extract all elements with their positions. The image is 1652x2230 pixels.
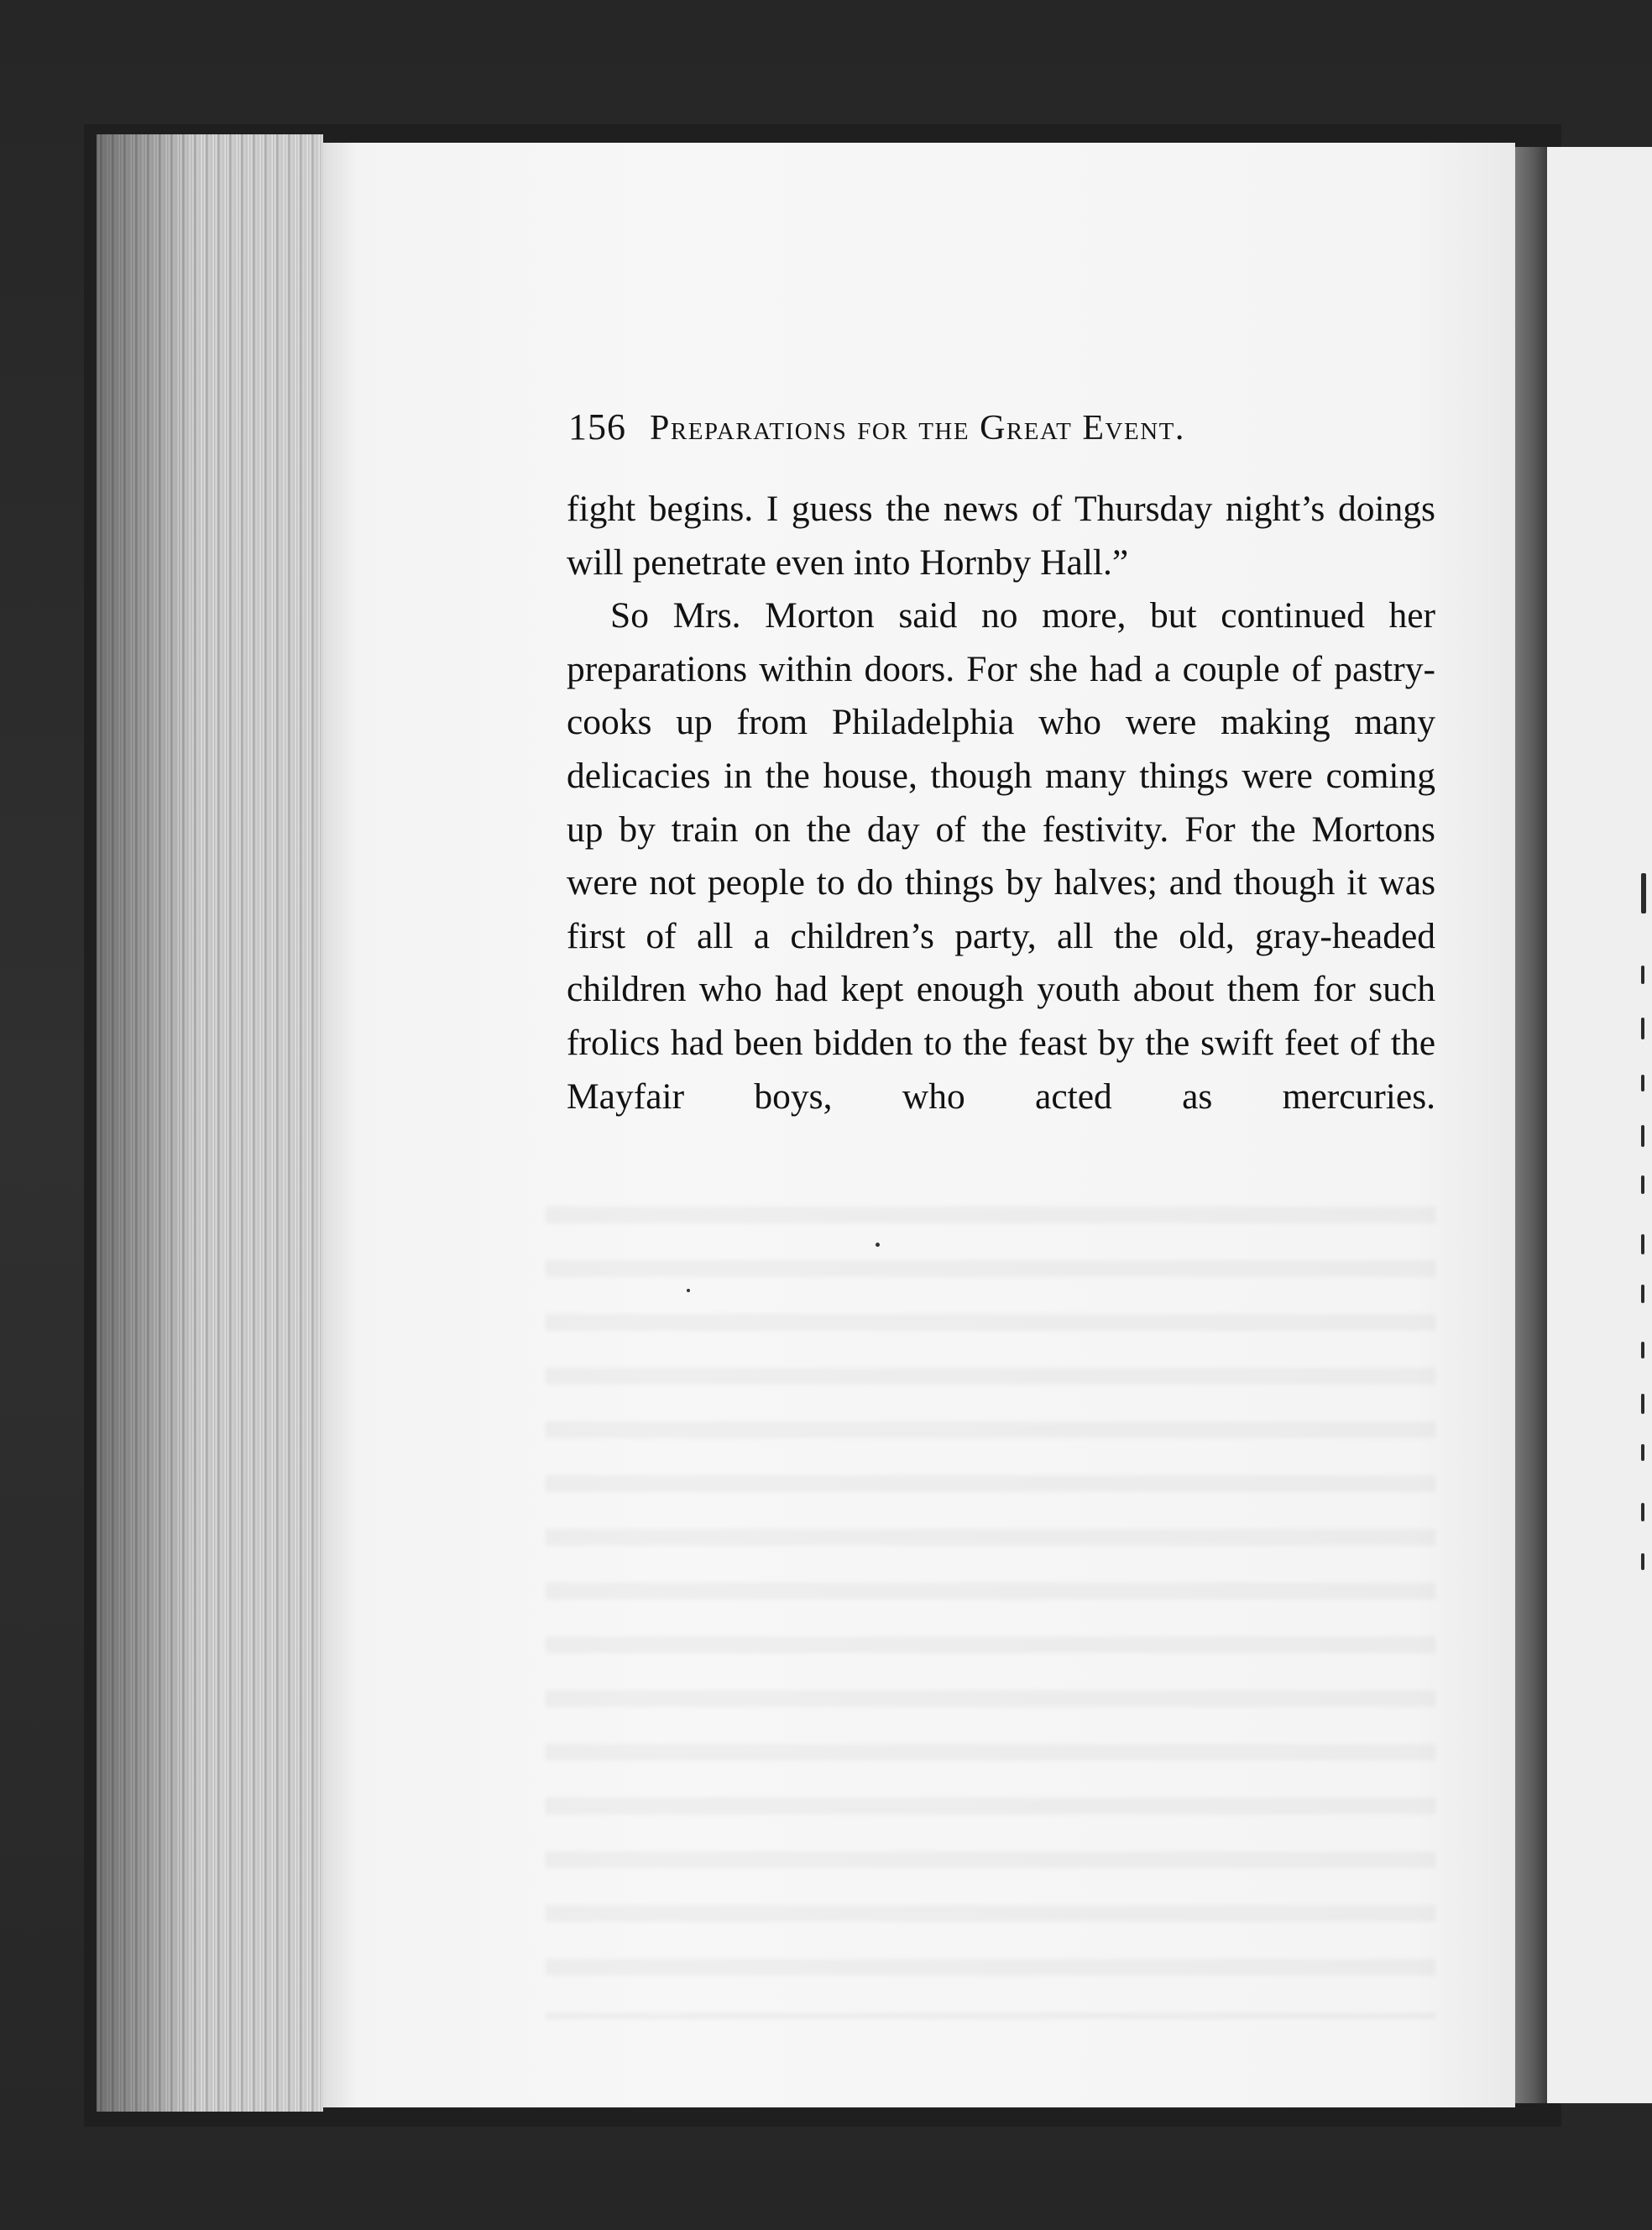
page-number: 156 xyxy=(568,406,626,448)
body-text xyxy=(567,483,1435,1123)
dust-speck xyxy=(876,1243,880,1247)
paragraph: So Mrs. Morton said no more, but continued her preparations within doors. For she had a couple of pastry-cooks up from Philadelphia who were making many delicacies in the house, though many things were coming up by train on the day of the festivity. For the Mortons were not people to do things by halves; and though it was first of all a children’s party, all the old, gray-headed children who had kept enough youth about them for such frolics had been bidden to the feast by the swift feet of the Mayfair boys, who acted as mercuries. xyxy=(567,595,1435,1117)
running-header xyxy=(568,406,1433,456)
facing-page-text-fragment xyxy=(1641,1125,1644,1147)
facing-page-text-fragment xyxy=(1641,1553,1644,1570)
facing-page xyxy=(1547,147,1652,2103)
facing-page-text-fragment xyxy=(1641,873,1646,913)
facing-page-text-fragment xyxy=(1641,1175,1644,1194)
page-edges-shadow xyxy=(97,134,323,2112)
facing-page-text-fragment xyxy=(1641,1075,1644,1091)
facing-page-text-fragment xyxy=(1641,1444,1644,1461)
facing-page-text-fragment xyxy=(1641,966,1644,984)
facing-page-text-fragment xyxy=(1641,1342,1644,1358)
spine-shadow xyxy=(1515,147,1547,2103)
facing-page-text-fragment xyxy=(1641,1394,1644,1414)
facing-page-text-fragment xyxy=(1641,1503,1644,1521)
facing-page-text-fragment xyxy=(1641,1285,1644,1303)
facing-page-text-fragment xyxy=(1641,1234,1644,1254)
dust-speck xyxy=(687,1289,690,1292)
running-head-title: Preparations for the Great Event. xyxy=(650,409,1185,448)
show-through-text xyxy=(546,1180,1435,2019)
facing-page-text-fragment xyxy=(1641,1018,1644,1039)
paragraph: fight begins. I guess the news of Thursday night’s doings will penetrate even into Hornby Hall.” xyxy=(567,489,1435,583)
